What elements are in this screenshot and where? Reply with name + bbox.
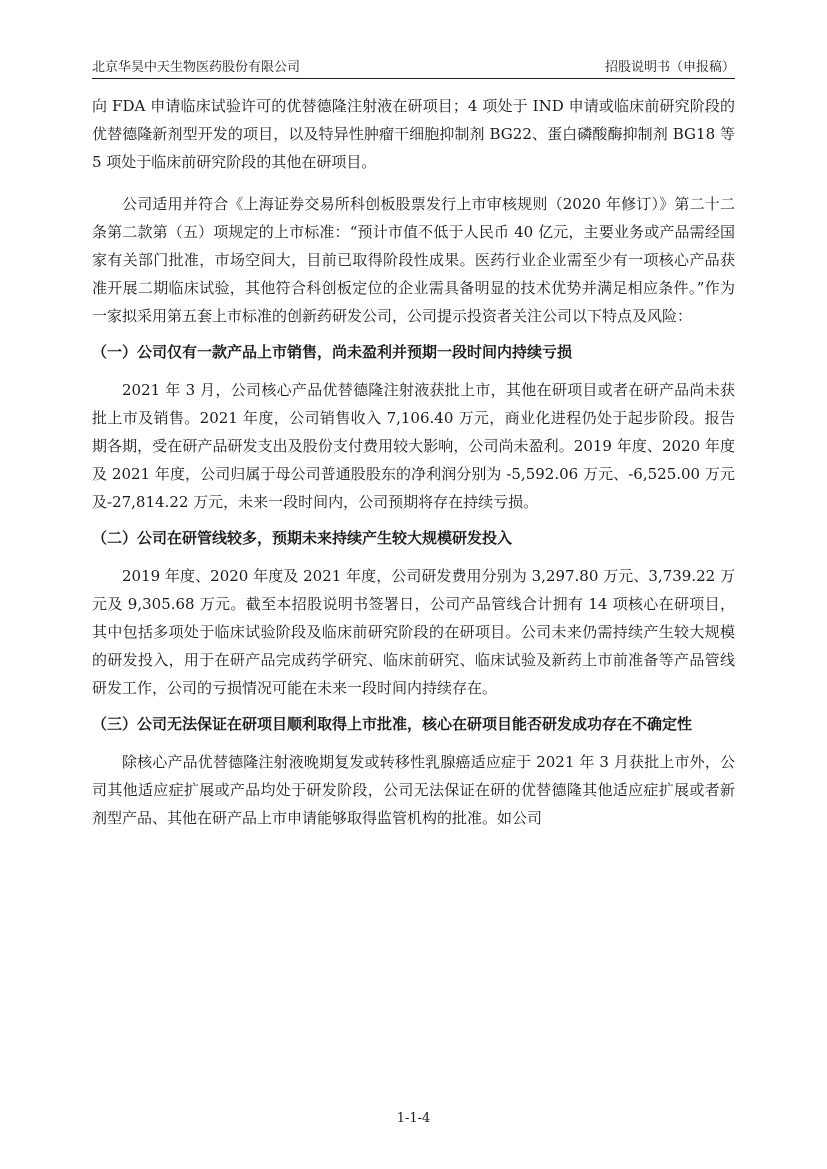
- page-header: [92, 52, 735, 79]
- paragraph-approval-uncertainty: 除核心产品优替德隆注射液晚期复发或转移性乳腺癌适应症于 2021 年 3 月获批上市外，公司其他适应症扩展或产品均处于研发阶段，公司无法保证在研的优替德隆其他适应症扩展或者新剂型产品、其他在研产品上市申请能够取得监管机构的批准。如公司: [92, 753, 735, 827]
- paragraph-listing-standard: 公司适用并符合《上海证券交易所科创板股票发行上市审核规则（2020 年修订）》第二十二条第二款第（五）项规定的上市标准：“预计市值不低于人民币 40 亿元，主要业务或产品需经国家有关部门批准，市场空间大，目前已取得阶段性成果。医药行业企业需至少有一项核心产品获准开展二期临床试验，其他符合科创板定位的企业需具备明显的技术优势并满足相应条件。”作为一家拟采用第五套上市标准的创新药研发公司，公司提示投资者关注公司以下特点及风险：: [92, 195, 735, 325]
- header-document-title: 招股说明书（申报稿）: [604, 60, 735, 75]
- paragraph-rd-expenses: 2019 年度、2020 年度及 2021 年度，公司研发费用分别为 3,297.80 万元、3,739.22 万元及 9,305.68 万元。截至本招股说明书签署日，公司产品管线合计拥有 14 项核心在研项目，其中包括多项处于临床试验阶段及临床前研究阶段的在研项目。公司未来仍需持续产生较大规模的研发投入，用于在研产品完成药学研究、临床前研究、临床试验及新药上市前准备等产品管线研发工作，公司的亏损情况可能在未来一段时间内持续存在。: [92, 567, 735, 697]
- section-heading-2: （二）公司在研管线较多，预期未来持续产生较大规模研发投入: [92, 529, 513, 547]
- page-number: 1-1-4: [396, 1111, 431, 1126]
- header-company-name: 北京华昊中天生物医药股份有限公司: [92, 60, 301, 75]
- section-heading-3: （三）公司无法保证在研项目顺利取得上市批准，核心在研项目能否研发成功存在不确定性: [92, 715, 693, 733]
- document-body: [92, 92, 735, 832]
- paragraph-losses: 2021 年 3 月，公司核心产品优替德隆注射液获批上市，其他在研项目或者在研产品尚未获批上市及销售。2021 年度，公司销售收入 7,106.40 万元，商业化进程仍处于起步阶段。报告期各期，受在研产品研发支出及股份支付费用较大影响，公司尚未盈利。2019 年度、2020 年度及 2021 年度，公司归属于母公司普通股股东的净利润分别为 -5,592.06 万元、-6,525.00 万元及-27,814.22 万元，未来一段时间内，公司预期将存在持续亏损。: [92, 381, 735, 511]
- section-heading-1: （一）公司仅有一款产品上市销售，尚未盈利并预期一段时间内持续亏损: [92, 343, 573, 361]
- paragraph-pipeline-continued: 向 FDA 申请临床试验许可的优替德隆注射液在研项目；4 项处于 IND 申请或临床前研究阶段的优替德隆新剂型开发的项目，以及特异性肿瘤干细胞抑制剂 BG22、蛋白磷酸酶抑制剂 BG18 等 5 项处于临床前研究阶段的其他在研项目。: [92, 97, 735, 171]
